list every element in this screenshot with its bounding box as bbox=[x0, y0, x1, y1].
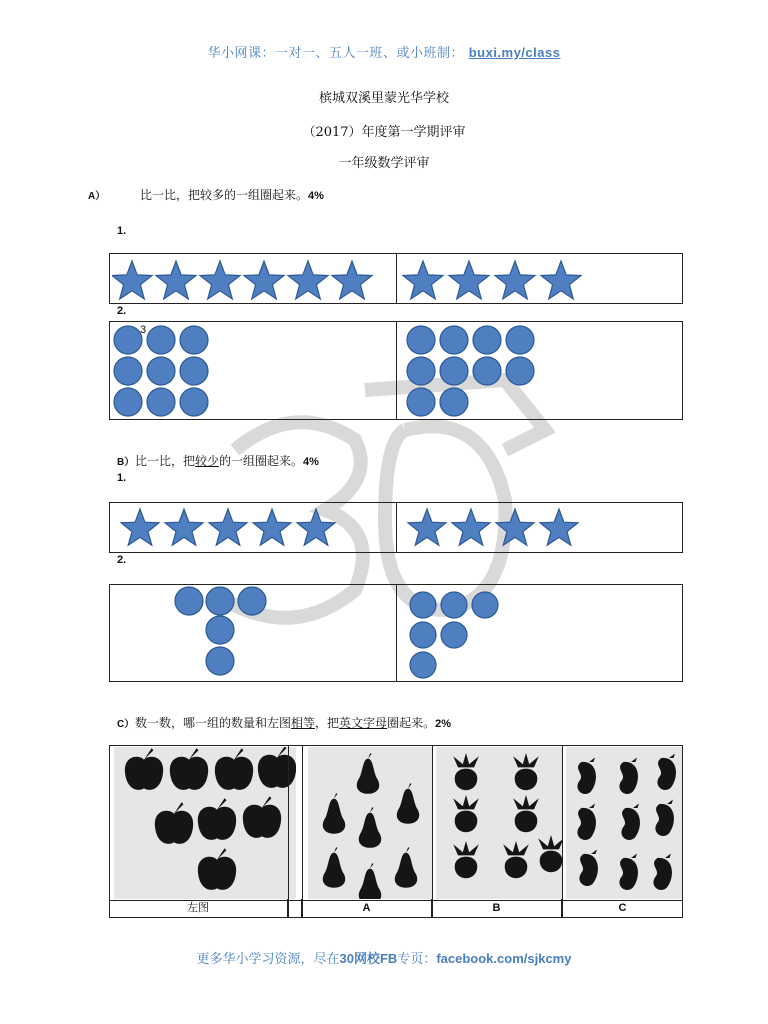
circle-shape bbox=[440, 357, 468, 385]
a2-right-group[interactable] bbox=[399, 324, 681, 418]
circle-shape bbox=[506, 326, 534, 354]
star-shape bbox=[244, 261, 284, 299]
caption-c[interactable]: C bbox=[618, 902, 627, 914]
star-shape bbox=[540, 509, 578, 545]
circle-shape bbox=[407, 388, 435, 416]
apple-silhouette bbox=[198, 848, 236, 890]
circle-shape bbox=[407, 357, 435, 385]
star-shape bbox=[121, 509, 159, 545]
section-b-score: 4% bbox=[303, 456, 319, 468]
circle-shape bbox=[147, 326, 175, 354]
section-a-q2-box bbox=[109, 321, 683, 420]
pear-silhouette bbox=[323, 793, 345, 834]
section-c-text-2: ，把 bbox=[315, 716, 340, 730]
star-shape bbox=[288, 261, 328, 299]
b2-left-group[interactable] bbox=[112, 585, 394, 681]
footer-link[interactable]: facebook.com/sjkcmy bbox=[436, 951, 572, 966]
circle-shape bbox=[473, 326, 501, 354]
star-shape bbox=[449, 261, 489, 299]
option-b-pineapples[interactable] bbox=[436, 747, 562, 899]
a1-right-group[interactable] bbox=[399, 256, 681, 302]
header-text: 华小网课：一对一、五人一班、或小班制： bbox=[207, 46, 465, 61]
star-shape bbox=[403, 261, 443, 299]
star-shape bbox=[209, 509, 247, 545]
pear-silhouette bbox=[397, 783, 419, 824]
star-shape bbox=[200, 261, 240, 299]
pineapple-silhouette bbox=[513, 753, 539, 790]
footer-text-2: 专页： bbox=[397, 952, 437, 967]
circle-shape bbox=[238, 587, 266, 615]
b1-right-group[interactable] bbox=[399, 505, 681, 551]
apple-silhouette bbox=[258, 747, 296, 788]
circle-shape bbox=[175, 587, 203, 615]
section-c-underlined-1: 相等 bbox=[291, 716, 316, 730]
star-shape bbox=[332, 261, 372, 299]
a2-left-group[interactable] bbox=[112, 324, 394, 418]
footer-banner bbox=[0, 948, 768, 967]
mango-silhouette bbox=[619, 758, 638, 794]
pear-silhouette bbox=[359, 863, 381, 899]
section-c-text-3: 圈起来。 bbox=[387, 716, 436, 730]
caption-left: 左图 bbox=[109, 899, 288, 917]
mango-silhouette bbox=[657, 754, 676, 790]
star-shape bbox=[452, 509, 490, 545]
circle-shape bbox=[440, 388, 468, 416]
section-a-letter: A） bbox=[88, 191, 106, 202]
apple-silhouette bbox=[243, 796, 281, 838]
circle-shape bbox=[441, 622, 467, 648]
circle-shape bbox=[114, 326, 142, 354]
circle-shape bbox=[506, 357, 534, 385]
pineapple-silhouette bbox=[503, 841, 529, 878]
stray-mark: 3 bbox=[140, 324, 147, 336]
pear-silhouette bbox=[323, 847, 345, 888]
mango-silhouette bbox=[577, 758, 596, 794]
b2-right-group[interactable] bbox=[399, 585, 681, 681]
circle-shape bbox=[147, 388, 175, 416]
circle-shape bbox=[206, 616, 234, 644]
table-divider bbox=[432, 746, 433, 917]
subject-title: 一年级数学评审 bbox=[338, 156, 430, 171]
pineapple-silhouette bbox=[538, 835, 562, 872]
box-divider bbox=[396, 322, 397, 419]
apple-silhouette bbox=[155, 802, 193, 844]
section-b-q2-number: 2. bbox=[117, 554, 127, 566]
star-shape bbox=[541, 261, 581, 299]
circle-shape bbox=[441, 592, 467, 618]
left-picture-apples bbox=[114, 747, 296, 899]
circle-shape bbox=[114, 357, 142, 385]
section-b-text-2: 的一组圈起来。 bbox=[219, 454, 304, 468]
star-shape bbox=[408, 509, 446, 545]
circle-shape bbox=[180, 326, 208, 354]
box-divider bbox=[396, 254, 397, 303]
section-a-text: 比一比，把较多的一组圈起来。 bbox=[140, 188, 309, 202]
apple-silhouette bbox=[198, 798, 236, 840]
circle-shape bbox=[440, 326, 468, 354]
mango-silhouette bbox=[577, 804, 596, 840]
circle-shape bbox=[206, 647, 234, 675]
apple-silhouette bbox=[170, 748, 208, 790]
mango-silhouette bbox=[621, 804, 640, 840]
circle-shape bbox=[407, 326, 435, 354]
mango-silhouette bbox=[619, 854, 638, 890]
section-b-text-1: 比一比，把 bbox=[135, 454, 196, 468]
table-divider bbox=[562, 746, 563, 917]
caption-b[interactable]: B bbox=[432, 899, 562, 917]
circle-shape bbox=[114, 388, 142, 416]
term-title: （2017）年度第一学期评审 bbox=[302, 125, 466, 140]
pineapple-silhouette bbox=[453, 841, 479, 878]
pineapple-silhouette bbox=[453, 795, 479, 832]
circle-shape bbox=[180, 357, 208, 385]
section-a-q1-box bbox=[109, 253, 683, 304]
box-divider bbox=[396, 585, 397, 681]
mango-silhouette bbox=[655, 800, 674, 836]
pear-silhouette bbox=[357, 753, 379, 794]
star-shape bbox=[253, 509, 291, 545]
circle-shape bbox=[206, 587, 234, 615]
footer-brand: 30网校FB bbox=[339, 951, 398, 966]
caption-row bbox=[109, 899, 683, 917]
section-a-instruction bbox=[88, 186, 324, 203]
pineapple-silhouette bbox=[513, 795, 539, 832]
star-shape bbox=[165, 509, 203, 545]
caption-a[interactable]: A bbox=[302, 899, 432, 917]
table-divider bbox=[288, 746, 289, 917]
pear-silhouette bbox=[359, 807, 381, 848]
circle-shape bbox=[410, 652, 436, 678]
circle-shape bbox=[147, 357, 175, 385]
pear-silhouette bbox=[395, 847, 417, 888]
section-b-q1-number: 1. bbox=[117, 472, 127, 484]
section-c-text-1: 数一数，哪一组的数量和左图 bbox=[135, 716, 292, 730]
box-divider bbox=[396, 503, 397, 552]
apple-silhouette bbox=[125, 748, 163, 790]
header-banner bbox=[0, 42, 768, 61]
b1-left-group[interactable] bbox=[112, 505, 394, 551]
section-b-q2-box bbox=[109, 584, 683, 682]
star-shape bbox=[112, 261, 152, 299]
section-b-letter: B） bbox=[117, 457, 135, 468]
section-c-instruction bbox=[117, 714, 451, 731]
star-shape bbox=[495, 261, 535, 299]
pineapple-silhouette bbox=[453, 753, 479, 790]
section-a-score: 4% bbox=[308, 190, 324, 202]
footer-text-1: 更多华小学习资源，尽在 bbox=[196, 952, 340, 967]
option-a-pears[interactable] bbox=[308, 747, 432, 899]
star-shape bbox=[156, 261, 196, 299]
section-b-instruction bbox=[117, 452, 319, 469]
section-c-table bbox=[109, 745, 683, 918]
star-shape bbox=[297, 509, 335, 545]
section-c-underlined-2: 英文字母 bbox=[339, 716, 388, 730]
caption-gap bbox=[288, 899, 302, 917]
a1-left-group[interactable] bbox=[112, 256, 394, 302]
section-c-letter: C） bbox=[117, 719, 135, 730]
apple-silhouette bbox=[215, 748, 253, 790]
section-b-q1-box bbox=[109, 502, 683, 553]
option-c-mangoes[interactable] bbox=[566, 747, 682, 899]
header-link[interactable]: buxi.my/class bbox=[468, 45, 561, 60]
circle-shape bbox=[472, 592, 498, 618]
section-a-q1-number: 1. bbox=[117, 225, 127, 237]
table-divider bbox=[302, 746, 303, 917]
circle-shape bbox=[410, 622, 436, 648]
section-a-q2-number: 2. bbox=[117, 305, 127, 317]
circle-shape bbox=[473, 357, 501, 385]
star-shape bbox=[496, 509, 534, 545]
school-title: 槟城双溪里蒙光华学校 bbox=[318, 91, 449, 106]
mango-silhouette bbox=[653, 854, 672, 890]
section-b-underlined: 较少 bbox=[195, 454, 220, 468]
section-c-score: 2% bbox=[435, 718, 451, 730]
circle-shape bbox=[180, 388, 208, 416]
circle-shape bbox=[410, 592, 436, 618]
mango-silhouette bbox=[579, 850, 598, 886]
